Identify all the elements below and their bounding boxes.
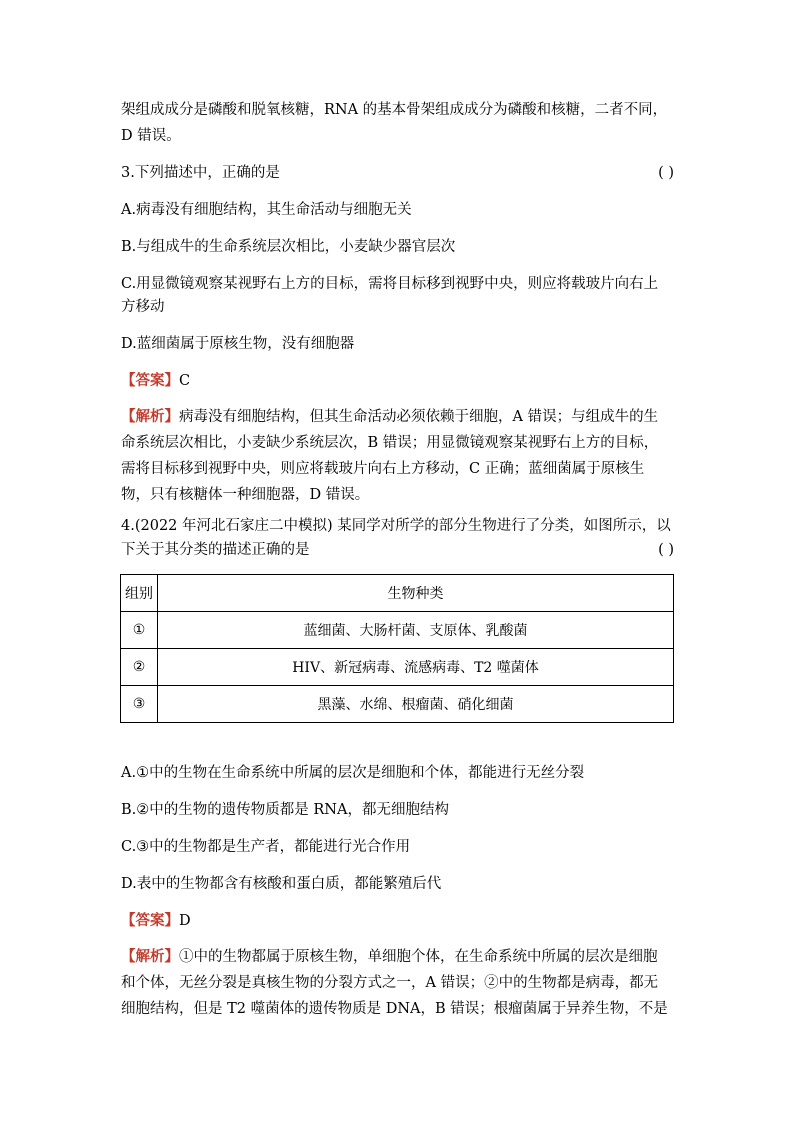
q3-expl-text-1: 病毒没有细胞结构，但其生命活动必须依赖于细胞，A 错误；与组成牛的生 (179, 409, 659, 425)
classification-table (120, 574, 674, 723)
table-row (121, 612, 674, 649)
q4-expl-line-3: 细胞结构，但是 T2 噬菌体的遗传物质是 DNA，B 错误；根瘤菌属于异养生物，不是 (121, 1001, 668, 1017)
q4-option-d: D.表中的生物都含有核酸和蛋白质，都能繁殖后代 (121, 876, 442, 892)
q4-answer-paren: ( ) (658, 542, 674, 558)
q3-stem-text: 3.下列描述中，正确的是 (121, 165, 280, 181)
q3-option-c-cont: 方移动 (121, 299, 165, 315)
q3-option-c: C.用显微镜观察某视野右上方的目标，需将目标移到视野中央，则应将载玻片向右上 (121, 276, 659, 292)
q4-answer (121, 911, 681, 931)
table-row (121, 649, 674, 686)
intro-line-1: 架组成成分是磷酸和脱氧核糖，RNA 的基本骨架组成成分为磷酸和核糖，二者不同， (121, 102, 668, 118)
q3-stem (121, 163, 674, 183)
q4-stem-line-2 (121, 540, 674, 560)
q3-expl-tag: 【解析】 (121, 408, 179, 425)
q4-option-c: C.③中的生物都是生产者，都能进行光合作用 (121, 839, 411, 855)
table-header-species: 生物种类 (158, 575, 674, 612)
table-cell-species: HIV、新冠病毒、流感病毒、T2 噬菌体 (158, 649, 674, 686)
q3-expl-line-1 (121, 404, 674, 430)
q3-answer-tag: 【答案】 (121, 372, 179, 389)
table-header-group: 组别 (121, 575, 158, 612)
q3-option-d: D.蓝细菌属于原核生物，没有细胞器 (121, 336, 355, 352)
table-cell-species: 黑藻、水绵、根瘤菌、硝化细菌 (158, 686, 674, 723)
table-cell-species: 蓝细菌、大肠杆菌、支原体、乳酸菌 (158, 612, 674, 649)
table-header-row (121, 575, 674, 612)
q4-answer-tag: 【答案】 (121, 912, 179, 929)
q3-expl-line-3: 需将目标移到视野中央，则应将载玻片向右上方移动，C 正确；蓝细菌属于原核生 (121, 461, 645, 477)
q4-expl-text-1: ①中的生物都属于原核生物，单细胞个体，在生命系统中所属的层次是细胞 (179, 949, 658, 965)
q3-option-b: B.与组成牛的生命系统层次相比，小麦缺少器官层次 (121, 239, 456, 255)
table-cell-group: ① (121, 612, 158, 649)
q3-expl-line-2: 命系统层次相比，小麦缺少系统层次，B 错误；用显微镜观察某视野右上方的目标， (121, 435, 659, 451)
q4-stem-line-1: 4.(2022 年河北石家庄二中模拟) 某同学对所学的部分生物进行了分类，如图所示，以 (121, 518, 671, 534)
table-cell-group: ③ (121, 686, 158, 723)
q3-answer (121, 371, 681, 391)
q4-expl-line-1 (121, 944, 674, 970)
intro-line-2: D 错误。 (121, 128, 181, 144)
q4-explanation (121, 944, 674, 1022)
q4-expl-line-2: 和个体，无丝分裂是真核生物的分裂方式之一，A 错误；②中的生物都是病毒，都无 (121, 975, 659, 991)
q3-explanation (121, 404, 674, 508)
q3-answer-paren: ( ) (658, 165, 674, 181)
q4-answer-value: D (179, 913, 191, 929)
q4-expl-tag: 【解析】 (121, 948, 179, 965)
q3-answer-value: C (179, 373, 191, 389)
table-row (121, 686, 674, 723)
q3-option-a: A.病毒没有细胞结构，其生命活动与细胞无关 (121, 202, 412, 218)
q4-option-b: B.②中的生物的遗传物质都是 RNA，都无细胞结构 (121, 802, 449, 818)
q4-stem-text: 下关于其分类的描述正确的是 (121, 542, 310, 558)
q3-expl-line-4: 物，只有核糖体一种细胞器，D 错误。 (121, 487, 370, 503)
table-cell-group: ② (121, 649, 158, 686)
q4-option-a: A.①中的生物在生命系统中所属的层次是细胞和个体，都能进行无丝分裂 (121, 765, 585, 781)
